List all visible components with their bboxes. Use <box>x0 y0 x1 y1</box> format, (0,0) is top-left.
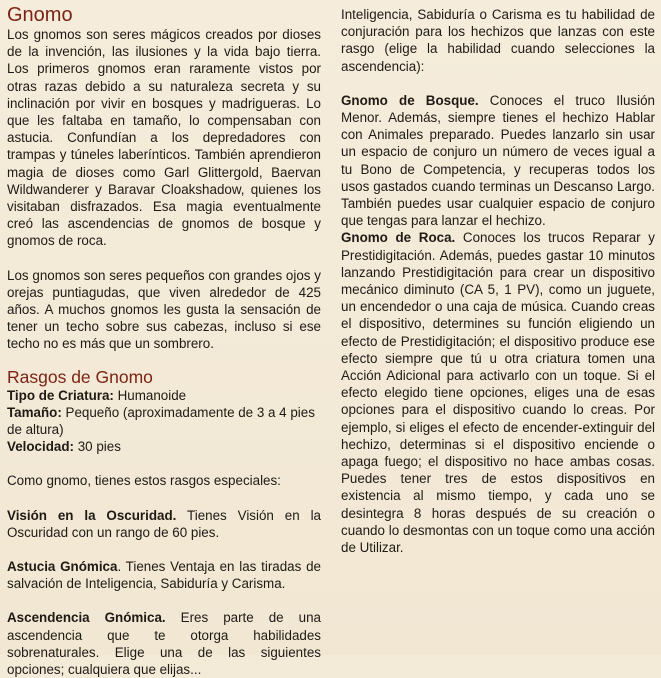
gnomo-bosque <box>341 92 655 230</box>
trait-tipo-value: Humanoide <box>113 387 187 403</box>
trait-velocidad-value: 30 pies <box>73 439 121 455</box>
gnomo-paragraph-1: Los gnomos son seres mágicos creados por dioses de la invención, las ilusiones y la vida bajo tierra. Los primeros gnomos eran raramente vistos por otras razas debido a su naturaleza secreta y su inclinación por vivir en bosques y madrigueras. Lo que les faltaba en tamaño, lo compensaban con astucia. Confundían a los depredadores con trampas y túneles laberínticos. También aprendieron magia de dioses como Garl Glittergold, Baervan Wildwanderer y Baravar Cloakshadow, quienes los visitaban disfrazados. Esa magia eventualmente creó las ascendencias de gnomos de bosque y gnomos de roca. <box>7 27 321 249</box>
trait-astucia-text: . Tienes Ventaja en las tiradas de salvación de Inteligencia, Sabiduría y Carisma. <box>7 559 321 592</box>
ascendencia-continuation: Inteligencia, Sabiduría o Carisma es tu habilidad de conjuración para los hechizos que lanzas con este rasgo (elige la habilidad cuando selecciones la ascendencia): <box>341 7 655 74</box>
trait-tipo <box>7 387 321 404</box>
trait-tamano-value: Pequeño (aproximadamente de 3 a 4 pies de altura) <box>7 404 315 438</box>
trait-ascendencia-text: Eres parte de una ascendencia que te otorga habilidades sobrenaturales. Elige una de las siguientes opciones; cualquiera que elijas... <box>7 610 321 678</box>
gnomo-paragraph-2: Los gnomos son seres pequeños con grandes ojos y orejas puntiagudas, que viven alrededor de 425 años. A muchos gnomos les gusta la sensación de tener un techo sobre sus cabezas, incluso si ese techo no es más que un sombrero. <box>7 267 321 352</box>
gnomo-bosque-text: Conoces el truco Ilusión Menor. Además, siempre tienes el hechizo Hablar con Animales preparado. Puedes lanzarlo sin usar un espacio de conjuro un número de veces igual a tu Bono de Competencia, y recuperas todos los usos gastados cuando terminas un Descanso Largo. También puedes usar cualquier espacio de conjuro que tengas para lanzar el hechizo. <box>341 92 655 229</box>
gnomo-roca-text: Conoces los trucos Reparar y Prestidigitación. Además, puedes gastar 10 minutos lanzando Prestidigitación para crear un dispositivo mecánico diminuto (CA 5, 1 PV), como un juguete, un encendedor o una caja de música. Cuando creas el dispositivo, determines su función eligiendo un efecto de Prestidigitación; el dispositivo produce ese efecto siempre que tú u otra criatura tomen una Acción Adicional para activarlo con un toque. Si el efecto elegido tiene opciones, eliges una de esas opciones para el dispositivo cuando lo creas. Por ejemplo, si eliges el efecto de encender-extinguir del hechizo, determinas si el dispositivo enciende o apaga fuego; el dispositivo no hace ambas cosas. Puedes tener tres de estos dispositivos en existencia al mismo tiempo, y cada uno se desintegra 8 horas después de su creación o cuando lo desmontas con un toque como una acción de Utilizar. <box>341 230 655 556</box>
trait-ascendencia <box>7 609 321 678</box>
gnomo-bosque-label: Gnomo de Bosque. <box>341 92 479 108</box>
section-title-gnomo: Gnomo <box>7 4 73 26</box>
trait-tamano-label: Tamaño: <box>7 404 62 420</box>
left-column <box>7 4 321 678</box>
trait-tipo-label: Tipo de Criatura: <box>7 387 114 403</box>
gnomo-roca-label: Gnomo de Roca. <box>341 230 456 246</box>
trait-tamano <box>7 404 321 438</box>
traits-intro: Como gnomo, tienes estos rasgos especiales: <box>7 473 281 489</box>
trait-ascendencia-label: Ascendencia Gnómica. <box>7 610 166 626</box>
trait-vision-label: Visión en la Oscuridad. <box>7 507 177 523</box>
right-column <box>341 6 655 556</box>
trait-velocidad-label: Velocidad: <box>7 439 74 455</box>
gnomo-roca <box>341 229 655 556</box>
section-title-rasgos: Rasgos de Gnomo <box>7 366 153 387</box>
trait-velocidad <box>7 438 321 455</box>
trait-astucia-label: Astucia Gnómica <box>7 559 118 575</box>
trait-astucia <box>7 558 321 592</box>
trait-vision-text: Tienes Visión en la Oscuridad con un rango de 60 pies. <box>7 507 321 540</box>
trait-vision <box>7 507 321 541</box>
